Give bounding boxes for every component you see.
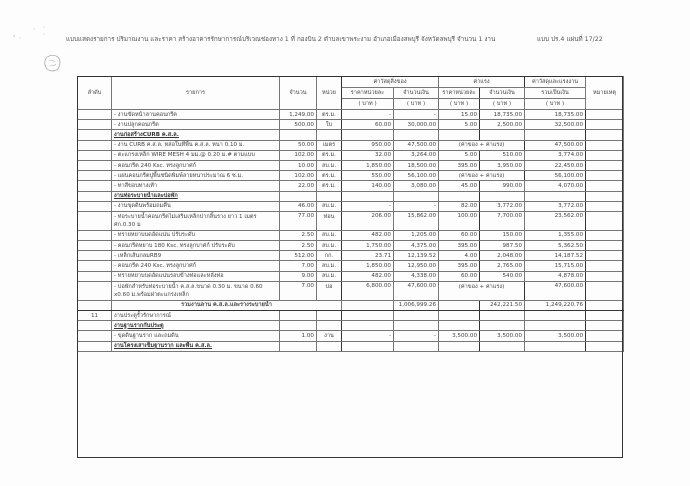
row-unit: ลบ.ม. xyxy=(317,241,342,251)
header-material: ค่าวัสดุสิ่งของ xyxy=(342,77,439,88)
row-material-unit-price: - xyxy=(342,201,394,211)
row-qty: 10.00 xyxy=(280,160,317,170)
row-total: 1,355.00 xyxy=(525,230,586,240)
header-material-labor: ค่าวัสดุและแรงงาน xyxy=(525,77,586,88)
table-row xyxy=(78,271,624,281)
row-material-amount: 4,375.00 xyxy=(394,241,439,251)
row-remark xyxy=(586,181,624,191)
header-baht: ( บาท ) xyxy=(439,99,480,110)
row-labor-unit-price xyxy=(439,130,480,140)
row-no xyxy=(78,160,112,170)
row-material-amount xyxy=(394,191,439,201)
row-no xyxy=(78,120,112,130)
header-unit: หน่วย xyxy=(317,77,342,110)
row-total: 14,187.52 xyxy=(525,251,586,261)
row-material-amount: 15,862.00 xyxy=(394,211,439,230)
row-labor-unit-price xyxy=(439,321,480,331)
row-labor-amount: 990.00 xyxy=(480,181,525,191)
row-labor-amount: 3,950.00 xyxy=(480,160,525,170)
row-remark xyxy=(586,211,624,230)
row-item: - งานปลูกคอนกรีต xyxy=(112,120,280,130)
row-labor-amount: 540.00 xyxy=(480,271,525,281)
row-unit: บ่อ xyxy=(317,281,342,300)
section-heading: งานฐานรากกันประตู xyxy=(112,321,280,331)
row-remark xyxy=(586,150,624,160)
table-row xyxy=(78,241,624,251)
header-remark: หมายเหตุ xyxy=(586,77,624,110)
stamp-mark-icon xyxy=(40,52,64,74)
row-labor-unit-price: 395.00 xyxy=(439,160,480,170)
row-remark xyxy=(586,201,624,211)
subtotal-label: รวมงานลาน ค.ส.ล.และรางระบายน้ำ xyxy=(112,300,342,310)
row-total: 23,562.00 xyxy=(525,211,586,230)
row-material-amount xyxy=(394,341,439,351)
row-no xyxy=(78,181,112,191)
row-material-amount: 47,500.00 xyxy=(394,140,439,150)
row-material-unit-price: 1,750.00 xyxy=(342,241,394,251)
row-qty: 7.00 xyxy=(280,281,317,300)
row-no xyxy=(78,281,112,300)
header-material-unit-price: ราคาหน่วยละ xyxy=(342,88,394,99)
row-item: - ทาสีขอบทางเท้า xyxy=(112,181,280,191)
row-labor-amount: 150.00 xyxy=(480,230,525,240)
row-remark xyxy=(586,251,624,261)
row-total: 56,100.00 xyxy=(525,171,586,181)
row-material-unit-price: 6,800.00 xyxy=(342,281,394,300)
row-remark xyxy=(586,130,624,140)
row-no xyxy=(78,341,112,351)
row-remark xyxy=(586,341,624,351)
table-row xyxy=(78,311,624,321)
row-labor-amount xyxy=(480,311,525,321)
row-labor-amount: 7,700.00 xyxy=(480,211,525,230)
row-remark xyxy=(586,241,624,251)
row-total: 47,500.00 xyxy=(525,140,586,150)
row-remark xyxy=(586,191,624,201)
row-material-amount: 3,080.00 xyxy=(394,181,439,191)
row-no: 11 xyxy=(78,311,112,321)
row-total: 22,450.00 xyxy=(525,160,586,170)
row-material-unit-price: 32.00 xyxy=(342,150,394,160)
row-material-amount: - xyxy=(394,110,439,120)
subtotal-labor-unit-price xyxy=(439,300,480,310)
row-labor-unit-price: 60.00 xyxy=(439,271,480,281)
row-total: 4,878.00 xyxy=(525,271,586,281)
row-labor-amount: 18,735.00 xyxy=(480,110,525,120)
row-labor-unit-price: 100.00 xyxy=(439,211,480,230)
row-material-unit-price xyxy=(342,321,394,331)
row-item: - ท่อระบายน้ำคอนกรีตไม่เสริมเหล็กปากลิ้นราง ยาว 1 เมตร ศก.0.30 ม xyxy=(112,211,280,230)
row-labor-amount xyxy=(480,321,525,331)
row-combined-note: (ค่าของ + ค่าแรง) xyxy=(439,171,525,181)
row-material-unit-price xyxy=(342,341,394,351)
row-total: 4,070.00 xyxy=(525,181,586,191)
row-no xyxy=(78,321,112,331)
header-total-amount: รวมเป็นเงิน xyxy=(525,88,586,99)
subtotal-labor-amount: 242,221.50 xyxy=(480,300,525,310)
row-no xyxy=(78,331,112,341)
row-labor-amount: 2,500.00 xyxy=(480,120,525,130)
row-material-unit-price: 1,850.00 xyxy=(342,261,394,271)
row-item: - แผ่นคอนกรีตปูพื้นชนิดพิมพ์ลายหนาประมาณ 6 ซ.ม. xyxy=(112,171,280,181)
row-material-unit-price xyxy=(342,191,394,201)
table-row xyxy=(78,140,624,150)
table-row xyxy=(78,160,624,170)
row-item: - งาน CURB ค.ส.ล. หล่อในที่พื้น ค.ส.ล. หนา 0.10 ม. xyxy=(112,140,280,150)
row-labor-amount xyxy=(480,191,525,201)
row-item: - คอนกรีต 240 Ksc. ทรงลูกบาศก์ xyxy=(112,261,280,271)
section-heading: งานท่อระบายน้ำและบ่อพัก xyxy=(112,191,280,201)
section-heading: งานก่อสร้างCURB ค.ส.ล. xyxy=(112,130,280,140)
row-unit xyxy=(317,321,342,331)
row-unit xyxy=(317,191,342,201)
header-labor-unit-price: ราคาหน่วยละ xyxy=(439,88,480,99)
row-item: - งานขุดดินพร้อมถมคืน xyxy=(112,201,280,211)
table-row xyxy=(78,331,624,341)
row-qty: 7.00 xyxy=(280,261,317,271)
row-item: - ทรายหยาบบดอัดแน่น ปรับระดับ xyxy=(112,230,280,240)
row-item: - เหล็กเส้นกลมRB9 xyxy=(112,251,280,261)
row-material-amount: 30,000.00 xyxy=(394,120,439,130)
row-unit xyxy=(317,341,342,351)
table-row xyxy=(78,150,624,160)
row-combined-note: (ค่าของ + ค่าแรง) xyxy=(439,140,525,150)
subtotal-material-unit-price xyxy=(342,300,394,310)
row-material-unit-price: 23.71 xyxy=(342,251,394,261)
row-labor-amount: 987.50 xyxy=(480,241,525,251)
table-row xyxy=(78,120,624,130)
row-total: 3,772.00 xyxy=(525,201,586,211)
row-remark xyxy=(586,110,624,120)
row-qty xyxy=(280,191,317,201)
row-labor-amount xyxy=(480,130,525,140)
row-no xyxy=(78,140,112,150)
row-material-unit-price: 950.00 xyxy=(342,140,394,150)
row-combined-note: (ค่าของ + ค่าแรง) xyxy=(439,281,525,300)
row-item: - งานขัดหน้าลานคอนกรีต xyxy=(112,110,280,120)
row-labor-amount: 3,772.00 xyxy=(480,201,525,211)
row-labor-amount: 2,765.00 xyxy=(480,261,525,271)
row-qty: 512.00 xyxy=(280,251,317,261)
row-material-amount: 12,950.00 xyxy=(394,261,439,271)
row-labor-unit-price: 395.00 xyxy=(439,241,480,251)
row-labor-unit-price: 395.00 xyxy=(439,261,480,271)
row-labor-amount: 3,500.00 xyxy=(480,331,525,341)
row-unit: เมตร xyxy=(317,140,342,150)
row-labor-amount: 510.00 xyxy=(480,150,525,160)
row-remark xyxy=(586,281,624,300)
row-item: - บ่อพักสำหรับท่อระบายน้ำ ค.ส.ล.ขนาด 0.30 ม. ขนาด 0.60 x0.60 ม.พร้อมฝาตะแกรงเหล็ก xyxy=(112,281,280,300)
row-no xyxy=(78,251,112,261)
row-material-unit-price xyxy=(342,311,394,321)
row-item: - ตะแกรงเหล็ก WIRE MESH 4 มม.@ 0.20 ม.# ตามแบบ xyxy=(112,150,280,160)
table-row xyxy=(78,251,624,261)
row-unit xyxy=(317,311,342,321)
row-no xyxy=(78,191,112,201)
row-unit: ตร.ม. xyxy=(317,110,342,120)
table-row xyxy=(78,201,624,211)
row-total: 3,500.00 xyxy=(525,331,586,341)
row-remark xyxy=(586,230,624,240)
header-labor-amount: จำนวนเงิน xyxy=(480,88,525,99)
row-material-unit-price: 550.00 xyxy=(342,171,394,181)
row-remark xyxy=(586,311,624,321)
table-row xyxy=(78,191,624,201)
row-total: 32,500.00 xyxy=(525,120,586,130)
row-qty: 2.50 xyxy=(280,230,317,240)
row-total xyxy=(525,341,586,351)
row-qty: 102.00 xyxy=(280,150,317,160)
row-material-unit-price: - xyxy=(342,331,394,341)
document-title: แบบแสดงรายการ ปริมาณงาน และราคา สร้างอาคารรักษาการณ์บริเวณช่องทาง 1 ที่ กองบิน 2 ตำบลเขาพระงาม อำเภอเมืองลพบุรี จังหวัดลพบุรี จำนวน 1 งาน xyxy=(66,36,496,43)
subtotal-remark xyxy=(586,300,624,310)
row-material-unit-price: 482.00 xyxy=(342,271,394,281)
row-unit: ตร.ม. xyxy=(317,181,342,191)
row-total xyxy=(525,191,586,201)
row-qty xyxy=(280,311,317,321)
row-no xyxy=(78,230,112,240)
row-labor-unit-price: 5.00 xyxy=(439,120,480,130)
row-labor-unit-price xyxy=(439,191,480,201)
row-remark xyxy=(586,331,624,341)
table-row xyxy=(78,321,624,331)
row-material-unit-price: 60.00 xyxy=(342,120,394,130)
scan-specks xyxy=(10,24,50,44)
row-no xyxy=(78,130,112,140)
row-remark xyxy=(586,271,624,281)
row-unit: งาน xyxy=(317,331,342,341)
row-material-unit-price: 482.00 xyxy=(342,230,394,240)
header-item: รายการ xyxy=(112,77,280,110)
header-baht: ( บาท ) xyxy=(525,99,586,110)
header-qty: จำนวน xyxy=(280,77,317,110)
row-qty xyxy=(280,321,317,331)
row-material-amount: 18,500.00 xyxy=(394,160,439,170)
row-unit xyxy=(317,130,342,140)
row-unit: ลบ.ม. xyxy=(317,230,342,240)
row-material-amount: 4,338.00 xyxy=(394,271,439,281)
row-no xyxy=(78,261,112,271)
subtotal-no xyxy=(78,300,112,310)
row-material-amount: 47,600.00 xyxy=(394,281,439,300)
subtotal-total: 1,249,220.76 xyxy=(525,300,586,310)
row-unit: ตร.ม. xyxy=(317,171,342,181)
row-item: งานประตูรั้วรักษาการณ์ xyxy=(112,311,280,321)
row-item: - คอนกรีตหยาบ 180 Ksc. ทรงลูกบาศก์ ปรับระดับ xyxy=(112,241,280,251)
table-row xyxy=(78,341,624,351)
row-material-unit-price: - xyxy=(342,110,394,120)
table-row xyxy=(78,181,624,191)
row-qty: 77.00 xyxy=(280,211,317,230)
row-labor-unit-price: 45.00 xyxy=(439,181,480,191)
row-labor-unit-price: 15.00 xyxy=(439,110,480,120)
row-remark xyxy=(586,171,624,181)
row-remark xyxy=(586,120,624,130)
row-labor-unit-price xyxy=(439,341,480,351)
subtotal-row xyxy=(78,300,624,310)
table-row xyxy=(78,110,624,120)
row-total: 5,362.50 xyxy=(525,241,586,251)
row-total: 15,715.00 xyxy=(525,261,586,271)
header-material-amount: จำนวนเงิน xyxy=(394,88,439,99)
row-remark xyxy=(586,261,624,271)
row-material-amount: 12,139.52 xyxy=(394,251,439,261)
row-unit: ลบ.ม. xyxy=(317,271,342,281)
row-labor-unit-price: 3,500.00 xyxy=(439,331,480,341)
table-row xyxy=(78,211,624,230)
table-row xyxy=(78,261,624,271)
row-no xyxy=(78,241,112,251)
table-row xyxy=(78,130,624,140)
row-qty xyxy=(280,130,317,140)
row-unit: ลบ.ม. xyxy=(317,201,342,211)
row-no xyxy=(78,171,112,181)
row-qty: 2.50 xyxy=(280,241,317,251)
row-unit: ใบ xyxy=(317,120,342,130)
row-labor-unit-price: 82.00 xyxy=(439,201,480,211)
row-no xyxy=(78,150,112,160)
table-row xyxy=(78,171,624,181)
row-material-amount: - xyxy=(394,331,439,341)
table-row xyxy=(78,281,624,300)
row-total xyxy=(525,311,586,321)
row-unit: ตร.ม. xyxy=(317,150,342,160)
row-material-amount: 1,205.00 xyxy=(394,230,439,240)
table-row xyxy=(78,230,624,240)
row-labor-unit-price: 60.00 xyxy=(439,230,480,240)
row-qty: 22.00 xyxy=(280,181,317,191)
row-item: - ทรายหยาบบดอัดแน่นรอบข้างท่อและหลังท่อ xyxy=(112,271,280,281)
form-code: แบบ ปร.4 แผ่นที่ 17/22 xyxy=(537,36,603,43)
row-total xyxy=(525,321,586,331)
row-qty: 9.00 xyxy=(280,271,317,281)
row-qty: 1.00 xyxy=(280,331,317,341)
row-qty: 50.00 xyxy=(280,140,317,150)
row-material-amount: 56,100.00 xyxy=(394,171,439,181)
row-material-unit-price: 1,850.00 xyxy=(342,160,394,170)
row-total xyxy=(525,130,586,140)
row-no xyxy=(78,110,112,120)
header-baht: ( บาท ) xyxy=(480,99,525,110)
row-qty: 102.00 xyxy=(280,171,317,181)
row-labor-unit-price xyxy=(439,311,480,321)
header-baht: ( บาท ) xyxy=(342,99,394,110)
row-labor-unit-price: 4.00 xyxy=(439,251,480,261)
row-remark xyxy=(586,140,624,150)
row-no xyxy=(78,211,112,230)
row-unit: กก. xyxy=(317,251,342,261)
bill-of-quantities-table xyxy=(77,76,624,352)
row-qty: 1,249.00 xyxy=(280,110,317,120)
row-remark xyxy=(586,160,624,170)
row-material-amount xyxy=(394,321,439,331)
header-no: ลำดับ xyxy=(78,77,112,110)
row-material-amount xyxy=(394,311,439,321)
row-item: - คอนกรีต 240 Ksc. ทรงลูกบาศก์ xyxy=(112,160,280,170)
row-material-amount: - xyxy=(394,201,439,211)
section-heading: งานโครงเสาเข็มฐานราก และพื้น ค.ส.ล. xyxy=(112,341,280,351)
row-qty: 500.00 xyxy=(280,120,317,130)
row-material-unit-price: 206.00 xyxy=(342,211,394,230)
row-remark xyxy=(586,321,624,331)
row-material-unit-price xyxy=(342,130,394,140)
row-material-amount: 3,264.00 xyxy=(394,150,439,160)
header-baht: ( บาท ) xyxy=(394,99,439,110)
row-unit: ลบ.ม. xyxy=(317,261,342,271)
row-item: - ขุดดินฐานราก และถมดิน xyxy=(112,331,280,341)
subtotal-material-amount: 1,006,999.26 xyxy=(394,300,439,310)
row-qty: 46.00 xyxy=(280,201,317,211)
row-total: 3,774.00 xyxy=(525,150,586,160)
row-total: 47,600.00 xyxy=(525,281,586,300)
row-qty xyxy=(280,341,317,351)
row-material-unit-price: 140.00 xyxy=(342,181,394,191)
row-no xyxy=(78,271,112,281)
row-unit: ลบ.ม. xyxy=(317,160,342,170)
row-no xyxy=(78,201,112,211)
row-unit: ท่อน xyxy=(317,211,342,230)
row-labor-unit-price: 5.00 xyxy=(439,150,480,160)
row-labor-amount: 2,048.00 xyxy=(480,251,525,261)
header-labor: ค่าแรง xyxy=(439,77,525,88)
row-material-amount xyxy=(394,130,439,140)
row-total: 18,735.00 xyxy=(525,110,586,120)
row-labor-amount xyxy=(480,341,525,351)
